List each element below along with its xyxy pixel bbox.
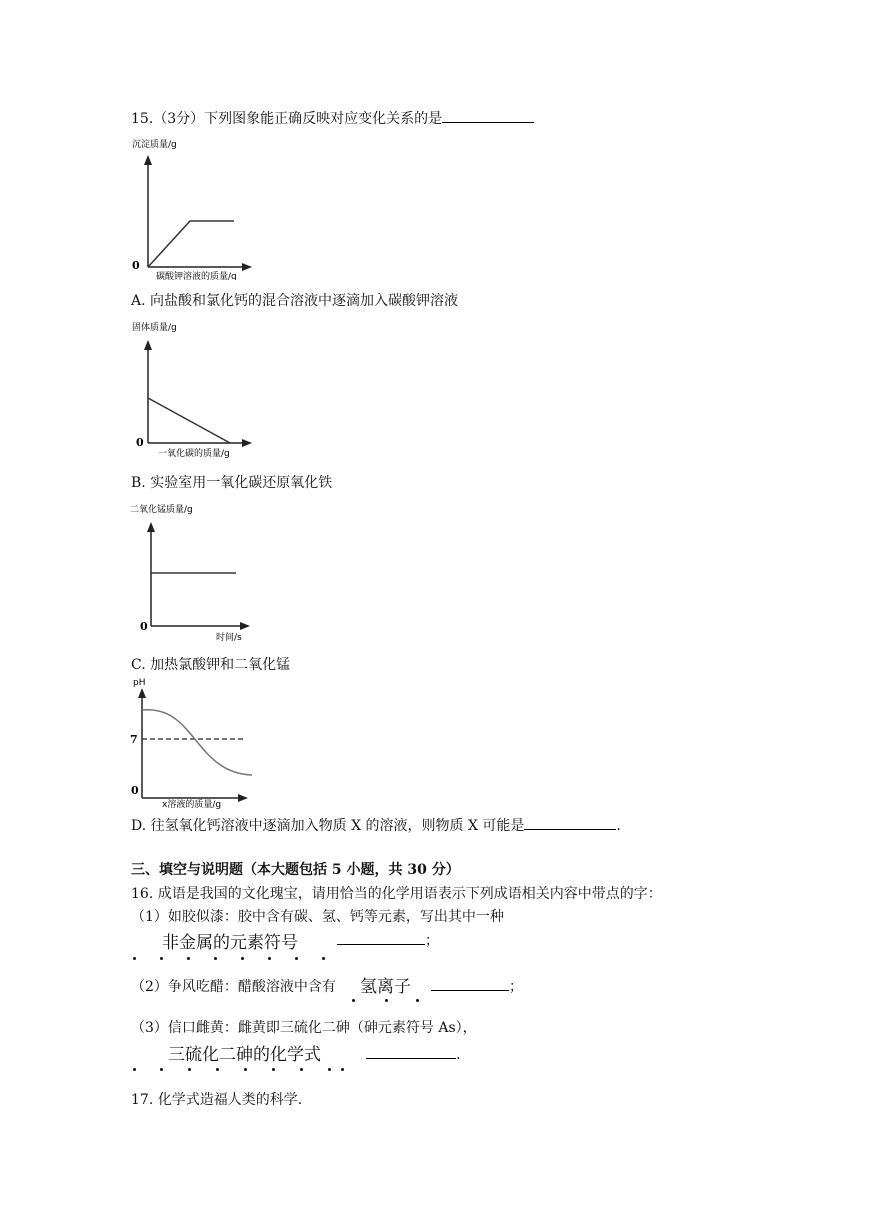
question-text: 15.（3分）下列图象能正确反映对应变化关系的是 [131,111,443,127]
y-axis-label: 固体质量/g [132,323,177,333]
semicolon: ； [425,933,439,949]
handwritten-phrase-3: 三硫化二砷的化学式 [168,1045,321,1065]
period: . [616,818,621,834]
x-axis-label: 碳酸钾溶液的质量/g [156,272,237,280]
period: . [456,1047,461,1063]
chart-b [128,318,268,460]
part-2-answer [431,976,523,996]
x-axis-arrow [240,622,250,630]
origin-label: 0 [136,436,144,449]
series-line [148,221,234,267]
question-16-part-1: （1）如胶似漆：胶中含有碳、氢、钙等元素，写出其中一种 [131,909,504,925]
origin-label: 0 [140,620,148,633]
x-axis-label: x溶液的质量/g [162,800,222,810]
question-17-stem: 17. 化学式造福人类的科学. [131,1092,303,1108]
series-line [142,710,252,775]
origin-label: 0 [132,259,140,272]
option-d-text: D. 往氢氧化钙溶液中逐滴加入物质 X 的溶液，则物质 X 可能是 [131,818,525,834]
section-heading: 三、填空与说明题（本大题包括 5 小题，共 30 分） [131,862,460,878]
chart-a [128,135,268,280]
option-a: A. 向盐酸和氯化钙的混合溶液中逐滴加入碳酸钾溶液 [131,293,459,309]
semicolon: ； [509,979,523,995]
part-3-answer [366,1044,460,1063]
answer-blank [366,1044,456,1059]
answer-blank [524,815,616,830]
y-axis-arrow [144,155,152,165]
answer-blank [431,976,509,991]
chart-c [128,500,268,642]
answer-blank [337,930,425,945]
x-axis-arrow [242,263,252,271]
question-15-stem [131,108,534,128]
y-axis-arrow [144,340,152,350]
x-axis-arrow [242,439,252,447]
series-line [148,398,230,443]
option-d [131,815,621,835]
option-c: C. 加热氯酸钾和二氧化锰 [131,657,291,673]
y-axis-arrow [147,522,155,532]
handwritten-phrase-1: 非金属的元素符号 [162,933,298,953]
x-axis-label: 一氧化碳的质量/g [158,449,230,459]
option-b: B. 实验室用一氧化碳还原氧化铁 [131,475,333,491]
question-16-part-2: （2）争风吃醋：醋酸溶液中含有 [131,979,336,995]
origin-label: 0 [131,784,139,797]
answer-blank [442,108,534,123]
tick-label-7: 7 [130,733,138,746]
y-axis-arrow [138,688,146,698]
y-axis-label: pH [133,678,146,688]
x-axis-label: 时间/s [216,633,242,642]
x-axis-arrow [238,794,248,802]
part-1-answer [337,930,439,950]
handwritten-phrase-2: 氢离子 [360,977,411,997]
y-axis-label: 二氧化锰质量/g [130,505,193,515]
y-axis-label: 沉淀质量/g [132,140,177,150]
question-16-part-3: （3）信口雌黄：雌黄即三硫化二砷（砷元素符号 As）， [131,1020,477,1036]
chart-d [128,676,268,811]
question-16-stem: 16. 成语是我国的文化瑰宝，请用恰当的化学用语表示下列成语相关内容中带点的字： [131,886,662,902]
